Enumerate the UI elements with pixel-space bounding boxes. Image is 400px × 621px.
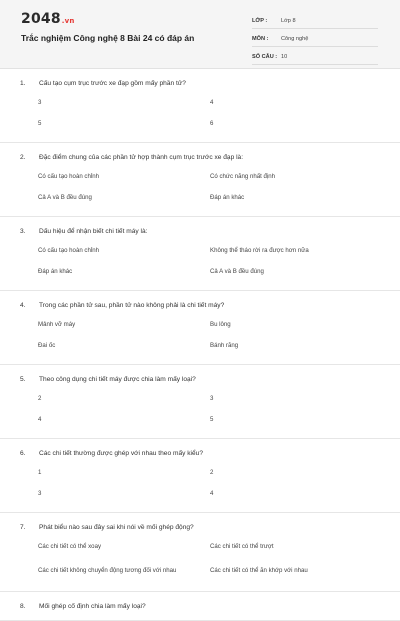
page-header (0, 0, 400, 69)
question-5 (0, 365, 400, 439)
answer-option[interactable]: Có cấu tạo hoàn chỉnh (38, 247, 99, 254)
answer-option[interactable]: Không thể tháo rời ra được hơn nữa (210, 247, 309, 254)
meta-count-key: SỐ CÂU : (252, 54, 278, 60)
question-text (0, 79, 400, 89)
question-list (0, 69, 400, 621)
question-prompt: Phát biểu nào sau đây sai khi nói về mối ghép động? (39, 524, 194, 531)
answer-option[interactable]: Đáp án khác (38, 268, 73, 275)
question-text (0, 375, 400, 385)
quiz-meta (252, 14, 378, 68)
answer-option[interactable]: 3 (38, 490, 42, 497)
answer-option[interactable]: 2 (210, 469, 214, 476)
question-number: 8. (20, 603, 26, 610)
option-grid (0, 314, 400, 356)
meta-class-key: LỚP : (252, 18, 268, 24)
question-prompt: Dấu hiệu để nhận biết chi tiết máy là: (39, 228, 148, 235)
answer-option[interactable]: 4 (38, 416, 42, 423)
answer-option[interactable]: Bánh răng (210, 342, 239, 349)
meta-subject-row (252, 32, 378, 47)
meta-class-row (252, 14, 378, 29)
question-prompt: Mối ghép cố định chia làm mấy loại? (39, 603, 146, 610)
answer-option[interactable]: Các chi tiết có thể trượt (210, 543, 274, 550)
meta-count-value: 10 (281, 54, 288, 60)
question-number: 7. (20, 524, 26, 531)
answer-option[interactable]: 2 (38, 395, 42, 402)
answer-option[interactable]: Các chi tiết có thể ăn khớp với nhau (210, 566, 308, 574)
answer-option[interactable]: Cả A và B đều đúng (210, 268, 264, 275)
question-4 (0, 291, 400, 365)
question-number: 1. (20, 80, 26, 87)
option-grid (0, 240, 400, 282)
option-grid (0, 92, 400, 134)
answer-option[interactable]: Mảnh vỡ máy (38, 321, 76, 328)
question-number: 3. (20, 228, 26, 235)
question-text (0, 602, 400, 612)
meta-subject-key: MÔN : (252, 36, 269, 42)
question-text (0, 301, 400, 311)
question-number: 6. (20, 450, 26, 457)
question-prompt: Các chi tiết thường được ghép với nhau theo mấy kiểu? (39, 450, 204, 457)
answer-option[interactable]: Đáp án khác (210, 194, 245, 201)
question-text (0, 153, 400, 163)
question-text (0, 227, 400, 237)
answer-option[interactable]: 5 (38, 120, 42, 127)
question-8 (0, 592, 400, 621)
option-grid (0, 462, 400, 504)
answer-option[interactable]: Các chi tiết có thể xoay (38, 543, 101, 550)
question-prompt: Trong các phần tử sau, phần tử nào không phải là chi tiết máy? (39, 302, 225, 309)
option-grid (0, 388, 400, 430)
answer-option[interactable]: Có cấu tạo hoàn chỉnh (38, 173, 99, 180)
answer-option[interactable]: Bu lông (210, 321, 231, 328)
question-prompt: Cấu tạo cụm trục trước xe đạp gồm mấy phần tử? (39, 80, 186, 87)
question-number: 4. (20, 302, 26, 309)
answer-option[interactable]: Cả A và B đều đúng (38, 194, 92, 201)
meta-subject-value: Công nghệ (281, 36, 309, 42)
answer-option[interactable]: 6 (210, 120, 214, 127)
question-text (0, 449, 400, 459)
question-prompt: Đặc điểm chung của các phần tử hợp thành cụm trục trước xe đạp là: (39, 154, 244, 161)
meta-class-value: Lớp 8 (281, 18, 296, 24)
question-number: 5. (20, 376, 26, 383)
answer-option[interactable]: 3 (210, 395, 214, 402)
answer-option[interactable]: Đai ốc (38, 342, 56, 349)
question-2 (0, 143, 400, 217)
question-1 (0, 69, 400, 143)
answer-option[interactable]: Các chi tiết không chuyển động tương đối với nhau (38, 566, 177, 574)
logo-sub: .vn (61, 17, 75, 25)
page-title: Trắc nghiệm Công nghệ 8 Bài 24 có đáp án (21, 33, 195, 43)
option-grid (0, 166, 400, 208)
answer-option[interactable]: 4 (210, 490, 214, 497)
answer-option[interactable]: 5 (210, 416, 214, 423)
option-grid (0, 536, 400, 583)
question-number: 2. (20, 154, 26, 161)
meta-count-row (252, 50, 378, 65)
logo-main: 2048 (21, 11, 61, 27)
question-prompt: Theo công dụng chi tiết máy được chia làm mấy loại? (39, 376, 196, 383)
answer-option[interactable]: 3 (38, 99, 42, 106)
answer-option[interactable]: 4 (210, 99, 214, 106)
question-3 (0, 217, 400, 291)
question-6 (0, 439, 400, 513)
question-text (0, 523, 400, 533)
answer-option[interactable]: Có chức năng nhất định (210, 173, 276, 180)
question-7 (0, 513, 400, 592)
site-logo[interactable] (21, 11, 75, 27)
answer-option[interactable]: 1 (38, 469, 42, 476)
